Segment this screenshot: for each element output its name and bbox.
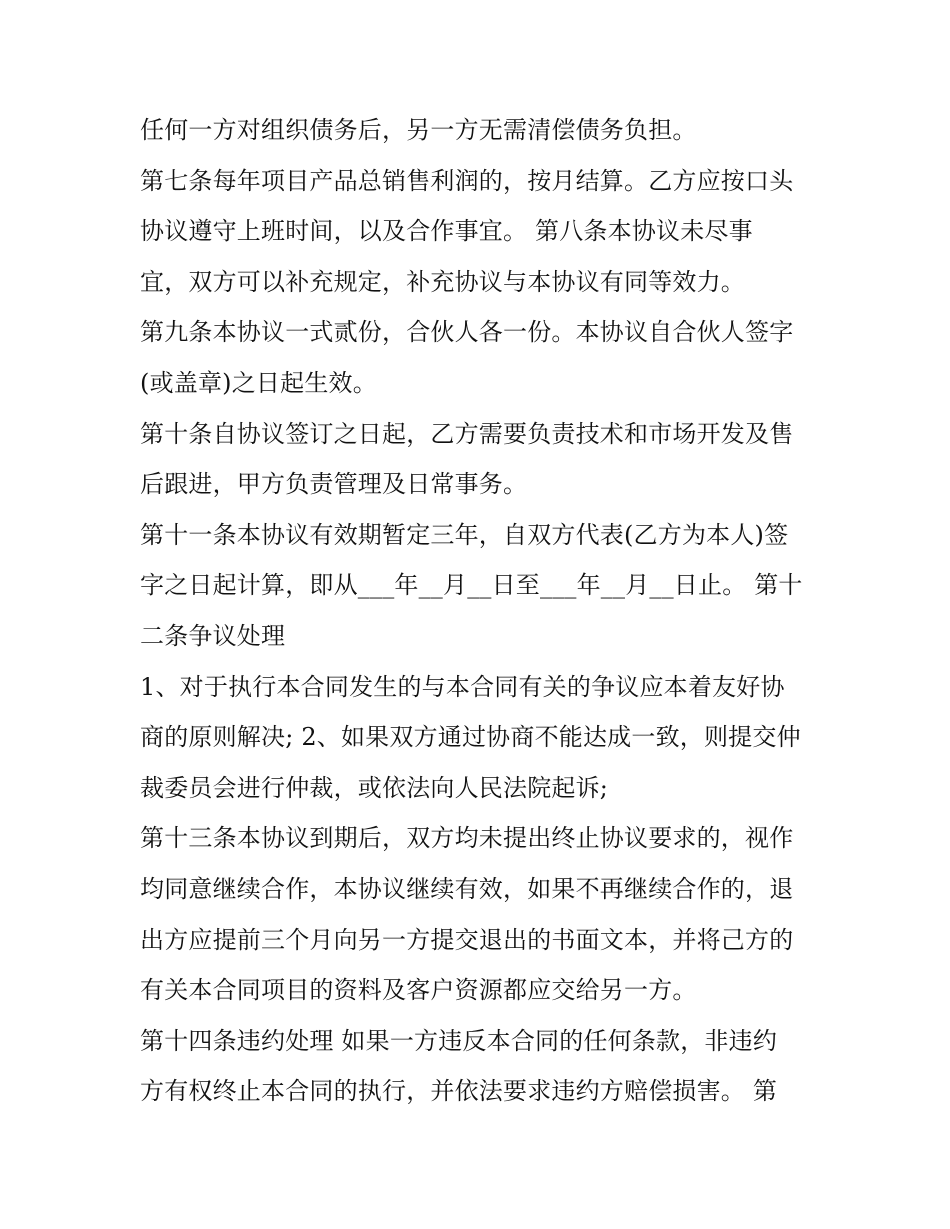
text-line: 第十四条违约处理 如果一方违反本合同的任何条款，非违约 [140,1026,778,1055]
text-line: 商的原则解决; 2、如果双方通过协商不能达成一致，则提交仲 [140,723,801,752]
text-line: 均同意继续合作，本协议继续有效，如果不再继续合作的，退 [140,874,794,903]
text-line: 方有权终止本合同的执行，并依法要求违约方赔偿损害。 第 [140,1077,778,1106]
text-line: 出方应提前三个月向另一方提交退出的书面文本，并将己方的 [140,925,794,954]
document-body [140,105,840,1117]
text-line: 裁委员会进行仲裁，或依法向人民法院起诉; [140,773,609,802]
text-line: 第十条自协议签订之日起，乙方需要负责技术和市场开发及售 [140,419,794,448]
text-line: 协议遵守上班时间，以及合作事宜。 第八条本协议未尽事 [140,217,753,246]
text-line: (或盖章)之日起生效。 [140,368,377,397]
text-line: 有关本合同项目的资料及客户资源都应交给另一方。 [140,976,697,1005]
text-line: 第七条每年项目产品总销售利润的，按月结算。乙方应按口头 [140,166,794,195]
text-line: 字之日起计算，即从___年__月__日至___年__月__日止。 第十 [140,571,803,600]
text-line: 1、对于执行本合同发生的与本合同有关的争议应本着友好协 [140,672,785,701]
text-line: 二条争议处理 [140,621,286,650]
text-line: 宜，双方可以补充规定，补充协议与本协议有同等效力。 [140,267,745,296]
text-line: 任何一方对组织债务后，另一方无需清偿债务负担。 [140,116,697,144]
text-line: 第九条本协议一式贰份，合伙人各一份。本协议自合伙人签字 [140,318,794,347]
text-line: 第十一条本协议有效期暂定三年，自双方代表(乙方为本人)签 [140,520,789,549]
text-line: 第十三条本协议到期后，双方均未提出终止协议要求的，视作 [140,824,794,853]
text-line: 后跟进，甲方负责管理及日常事务。 [140,470,528,499]
